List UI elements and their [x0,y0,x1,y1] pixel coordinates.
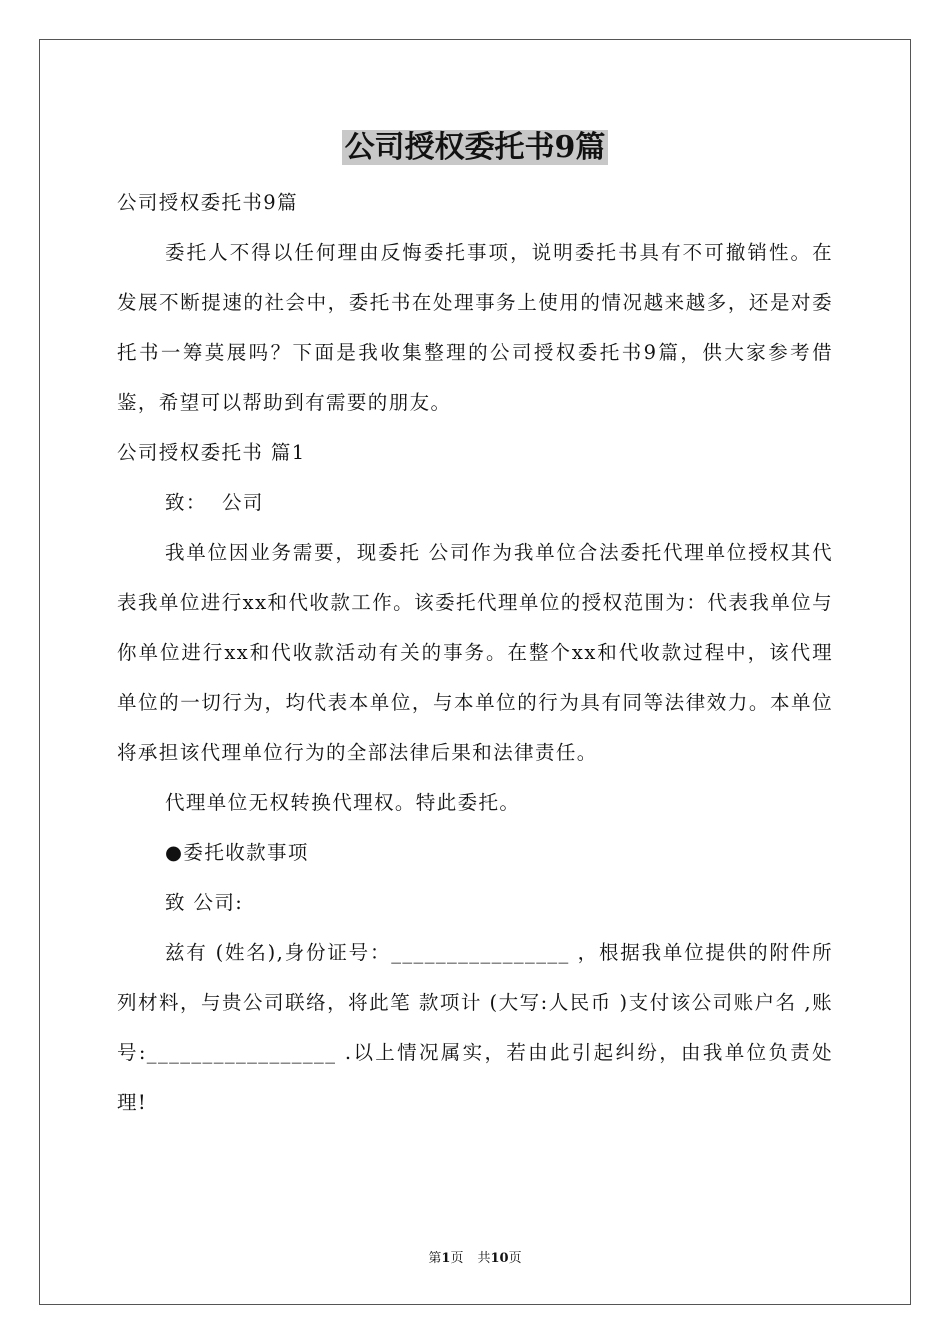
addressee-line: 致： 公司 [165,491,264,514]
document-body [117,178,833,1128]
footer-total-prefix: 共 [477,1251,491,1266]
section-heading: 公司授权委托书 篇1 [117,441,306,464]
body-paragraph-2: 代理单位无权转换代理权。特此委托。 [165,791,521,814]
subtitle: 公司授权委托书9篇 [117,191,299,214]
body-paragraph-3: 兹有 (姓名),身份证号：________________ ，根据我单位提供的附件所列材料，与贵公司联络，将此笔 款项计 (大写:人民币 )支付该公司账户名 ,账号:_________________ .以上情况属实，若由此引起纠纷，由我单位负责处理! [117,941,833,1114]
footer-page-current: 1 [441,1251,451,1266]
footer-page-suffix: 页 [450,1251,464,1266]
document-title [0,126,950,170]
document-title-text: 公司授权委托书9篇 [342,130,609,165]
footer-total-suffix: 页 [508,1251,522,1266]
page-footer [0,1247,950,1266]
bullet-item: ●委托收款事项 [165,841,309,864]
body-paragraph-1: 我单位因业务需要，现委托 公司作为我单位合法委托代理单位授权其代表我单位进行xx和代收款工作。该委托代理单位的授权范围为：代表我单位与你单位进行xx和代收款活动有关的事务。在整个xx和代收款过程中，该代理单位的一切行为，均代表本单位，与本单位的行为具有同等法律效力。本单位将承担该代理单位行为的全部法律后果和法律责任。 [117,541,833,764]
intro-paragraph: 委托人不得以任何理由反悔委托事项，说明委托书具有不可撤销性。在发展不断提速的社会中，委托书在处理事务上使用的情况越来越多，还是对委托书一筹莫展吗？下面是我收集整理的公司授权委托书9篇，供大家参考借鉴，希望可以帮助到有需要的朋友。 [117,241,833,414]
addressee-line-2: 致 公司: [165,891,244,914]
footer-page-prefix: 第 [428,1251,442,1266]
footer-page-total: 10 [490,1251,509,1266]
